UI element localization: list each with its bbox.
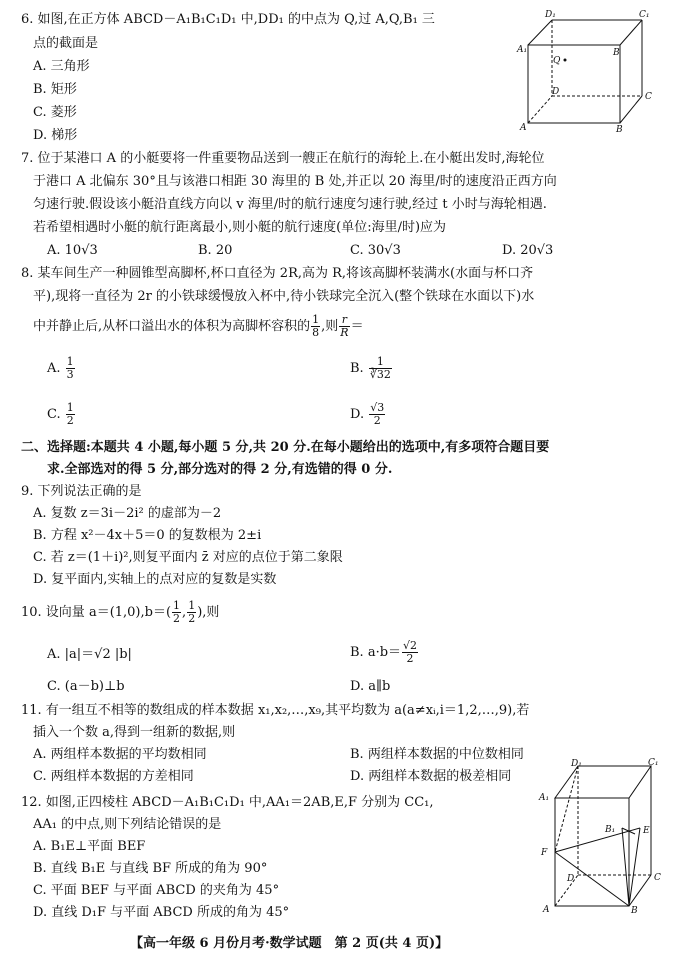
q6-label-a1: A₁ bbox=[517, 45, 528, 55]
q10-stem-comma: , bbox=[182, 605, 187, 620]
q10-f1-den: 2 bbox=[173, 612, 181, 625]
q8-option-a bbox=[47, 356, 76, 381]
q8-d-label: D. bbox=[350, 407, 365, 422]
q7-line1: 7. 位于某港口 A 的小艇要将一件重要物品送到一艘正在航行的海轮上.在小艇出发时,海轮位 bbox=[21, 151, 545, 166]
q10-option-a: A. |a|＝√2 |b| bbox=[47, 647, 132, 662]
q9-option-a: A. 复数 z＝3i－2i² 的虚部为－2 bbox=[33, 506, 222, 521]
q8-frac-den: 8 bbox=[312, 326, 320, 339]
q10-b-frac bbox=[402, 640, 418, 665]
q8-ratio-num: r bbox=[339, 314, 349, 327]
q6-stem-line2: 点的截面是 bbox=[33, 36, 99, 51]
page-footer: 【高一年级 6 月份月考·数学试题 第 2 页(共 4 页)】 bbox=[130, 936, 449, 951]
q8-c-frac bbox=[66, 402, 75, 427]
q8-line3-then: ,则 bbox=[321, 319, 339, 334]
q8-b-den: ∛32 bbox=[369, 368, 391, 381]
q10-stem-a: 10. 设向量 a＝(1,0),b＝( bbox=[21, 605, 172, 620]
q10-option-b bbox=[350, 640, 419, 665]
q12-option-b: B. 直线 B₁E 与直线 BF 所成的角为 90° bbox=[33, 861, 268, 876]
q8-d-frac bbox=[369, 402, 385, 427]
q8-c-num: 1 bbox=[66, 401, 74, 414]
q8-c-den: 2 bbox=[66, 414, 74, 427]
q8-a-frac bbox=[66, 356, 75, 381]
q12-label-c1: C₁ bbox=[648, 758, 659, 768]
q8-line1: 8. 某车间生产一种圆锥型高脚杯,杯口直径为 2R,高为 R,将该高脚杯装满水(水面与杯口齐 bbox=[21, 266, 534, 281]
q11-line2: 插入一个数 a,得到一组新的数据,则 bbox=[33, 725, 236, 740]
q6-label-c: C bbox=[645, 92, 652, 102]
q6-label-c1: C₁ bbox=[639, 10, 650, 20]
q8-line3 bbox=[33, 314, 364, 339]
q12-label-d: D bbox=[567, 874, 575, 884]
q12-label-a1: A₁ bbox=[539, 793, 550, 803]
q6-option-c: C. 菱形 bbox=[33, 105, 77, 120]
q10-stem-c: ),则 bbox=[197, 605, 220, 620]
q8-line2: 平),现将一直径为 2r 的小铁球缓慢放入杯中,待小铁球完全沉入(整个铁球在水面以下)水 bbox=[33, 289, 535, 304]
q7-option-a: A. 10√3 bbox=[47, 243, 98, 258]
q7-line4: 若希望相遇时小艇的航行距离最小,则小艇的航行速度(单位:海里/时)应为 bbox=[33, 220, 447, 235]
q8-a-label: A. bbox=[47, 361, 61, 376]
q11-option-d: D. 两组样本数据的极差相同 bbox=[350, 769, 512, 784]
q12-label-b1: B₁ bbox=[605, 825, 616, 835]
q9-option-b: B. 方程 x²－4x＋5＝0 的复数根为 2±i bbox=[33, 528, 262, 543]
q6-label-b1: B bbox=[613, 48, 620, 58]
q8-option-b bbox=[350, 356, 393, 381]
q10-f2-den: 2 bbox=[188, 612, 196, 625]
q12-line1: 12. 如图,正四棱柱 ABCD－A₁B₁C₁D₁ 中,AA₁＝2AB,E,F 分别为 CC₁, bbox=[21, 795, 434, 810]
q10-b-den: 2 bbox=[406, 652, 414, 665]
q10-f2-num: 1 bbox=[188, 599, 196, 612]
q10-frac-2 bbox=[187, 600, 196, 625]
q8-b-num: 1 bbox=[369, 356, 392, 369]
q9-option-d: D. 复平面内,实轴上的点对应的复数是实数 bbox=[33, 572, 277, 587]
q6-label-a: A bbox=[520, 123, 527, 133]
q8-a-den: 3 bbox=[66, 368, 74, 381]
q10-b-text: B. a·b＝ bbox=[350, 645, 402, 660]
q6-cube-figure bbox=[515, 8, 660, 136]
q12-label-c: C bbox=[654, 873, 661, 883]
q8-line3-eq: ＝ bbox=[350, 319, 364, 334]
q12-option-c: C. 平面 BEF 与平面 ABCD 的夹角为 45° bbox=[33, 883, 280, 898]
q7-line2: 于港口 A 北偏东 30°且与该港口相距 30 海里的 B 处,并正以 20 海里/时的速度沿正西方向 bbox=[33, 174, 557, 189]
q12-option-d: D. 直线 D₁F 与平面 ABCD 所成的角为 45° bbox=[33, 905, 290, 920]
section2-heading-line2: 求.全部选对的得 5 分,部分选对的得 2 分,有选错的得 0 分. bbox=[47, 462, 393, 477]
section2-heading-line1: 二、选择题:本题共 4 小题,每小题 5 分,共 20 分.在每小题给出的选项中,有多项符合题目要 bbox=[21, 440, 550, 455]
q8-line3-text: 中并静止后,从杯口溢出水的体积为高脚杯容积的 bbox=[33, 319, 311, 334]
q8-a-num: 1 bbox=[66, 355, 74, 368]
q12-label-d1: D₁ bbox=[571, 759, 582, 769]
q6-label-b: B bbox=[616, 125, 623, 135]
q11-line1: 11. 有一组互不相等的数组成的样本数据 x₁,x₂,…,x₉,其平均数为 a(a≠xᵢ,i＝1,2,…,9),若 bbox=[21, 703, 530, 718]
q10-frac-1 bbox=[172, 600, 181, 625]
q12-label-e: E bbox=[643, 826, 650, 836]
q12-prism-figure bbox=[533, 758, 663, 914]
q10-option-c: C. (a－b)⊥b bbox=[47, 679, 125, 694]
q7-option-d: D. 20√3 bbox=[502, 243, 554, 258]
q10-stem bbox=[21, 600, 219, 625]
q7-option-c: C. 30√3 bbox=[350, 243, 401, 258]
q10-option-d: D. a∥b bbox=[350, 679, 391, 694]
q8-frac-num: 1 bbox=[312, 313, 320, 326]
q10-b-num: √2 bbox=[403, 639, 418, 652]
q6-option-b: B. 矩形 bbox=[33, 82, 77, 97]
q6-label-q: Q bbox=[553, 56, 561, 66]
q6-stem-line1: 6. 如图,在正方体 ABCD－A₁B₁C₁D₁ 中,DD₁ 的中点为 Q,过 A,Q,B₁ 三 bbox=[21, 12, 435, 27]
q9-option-c: C. 若 z＝(1＋i)²,则复平面内 z̄ 对应的点位于第二象限 bbox=[33, 550, 343, 565]
q6-option-a: A. 三角形 bbox=[33, 59, 90, 74]
q8-b-frac bbox=[369, 356, 392, 381]
q11-option-a: A. 两组样本数据的平均数相同 bbox=[33, 747, 207, 762]
q8-d-num: √3 bbox=[370, 401, 385, 414]
q6-option-d: D. 梯形 bbox=[33, 128, 78, 143]
q8-c-label: C. bbox=[47, 407, 61, 422]
q12-option-a: A. B₁E⊥平面 BEF bbox=[33, 839, 146, 854]
q9-stem: 9. 下列说法正确的是 bbox=[21, 484, 142, 499]
q12-label-b: B bbox=[631, 906, 638, 916]
q11-option-b: B. 两组样本数据的中位数相同 bbox=[350, 747, 524, 762]
q8-ratio-den: R bbox=[340, 326, 349, 339]
q12-line2: AA₁ 的中点,则下列结论错误的是 bbox=[33, 817, 222, 832]
q12-label-f: F bbox=[541, 848, 548, 858]
q8-d-den: 2 bbox=[373, 414, 381, 427]
q7-line3: 匀速行驶.假设该小艇沿直线方向以 v 海里/时的航行速度匀速行驶,经过 t 小时与海轮相遇. bbox=[33, 197, 547, 212]
q10-f1-num: 1 bbox=[173, 599, 181, 612]
q6-label-d1: D₁ bbox=[545, 10, 556, 20]
q8-fraction-r-over-R bbox=[339, 314, 349, 339]
q8-option-d bbox=[350, 402, 386, 427]
q8-fraction-one-eighth bbox=[311, 314, 320, 339]
q12-label-a: A bbox=[543, 905, 550, 915]
q11-option-c: C. 两组样本数据的方差相同 bbox=[33, 769, 194, 784]
q7-option-b: B. 20 bbox=[198, 243, 233, 258]
q6-label-d: D bbox=[552, 87, 560, 97]
q8-b-label: B. bbox=[350, 361, 364, 376]
q8-option-c bbox=[47, 402, 76, 427]
